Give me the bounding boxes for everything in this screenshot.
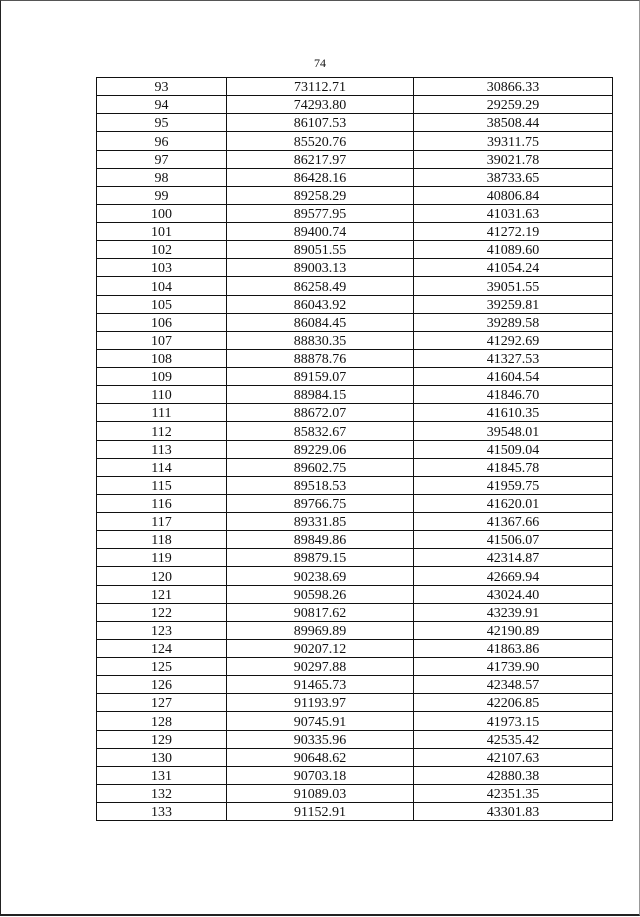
value-2-cell: 41367.66 — [414, 513, 613, 531]
row-index-cell: 106 — [97, 313, 227, 331]
value-1-cell: 85832.67 — [227, 422, 414, 440]
table-row — [97, 386, 613, 404]
table-row — [97, 621, 613, 639]
value-2-cell: 41863.86 — [414, 639, 613, 657]
table-row — [97, 368, 613, 386]
table-row — [97, 313, 613, 331]
value-2-cell: 29259.29 — [414, 96, 613, 114]
table-row — [97, 585, 613, 603]
value-2-cell: 41089.60 — [414, 241, 613, 259]
row-index-cell: 125 — [97, 658, 227, 676]
row-index-cell: 101 — [97, 223, 227, 241]
value-1-cell: 89258.29 — [227, 186, 414, 204]
row-index-cell: 117 — [97, 513, 227, 531]
value-2-cell: 38508.44 — [414, 114, 613, 132]
row-index-cell: 93 — [97, 78, 227, 96]
table-row — [97, 295, 613, 313]
table-row — [97, 549, 613, 567]
row-index-cell: 113 — [97, 440, 227, 458]
value-2-cell: 41604.54 — [414, 368, 613, 386]
row-index-cell: 97 — [97, 150, 227, 168]
row-index-cell: 126 — [97, 676, 227, 694]
value-1-cell: 88672.07 — [227, 404, 414, 422]
value-1-cell: 90648.62 — [227, 748, 414, 766]
row-index-cell: 116 — [97, 494, 227, 512]
value-2-cell: 39051.55 — [414, 277, 613, 295]
table-row — [97, 331, 613, 349]
row-index-cell: 132 — [97, 784, 227, 802]
value-1-cell: 85520.76 — [227, 132, 414, 150]
value-1-cell: 74293.80 — [227, 96, 414, 114]
row-index-cell: 123 — [97, 621, 227, 639]
row-index-cell: 107 — [97, 331, 227, 349]
table-row — [97, 676, 613, 694]
value-1-cell: 89159.07 — [227, 368, 414, 386]
row-index-cell: 128 — [97, 712, 227, 730]
row-index-cell: 127 — [97, 694, 227, 712]
table-row — [97, 349, 613, 367]
value-2-cell: 41272.19 — [414, 223, 613, 241]
value-2-cell: 42351.35 — [414, 784, 613, 802]
value-1-cell: 86043.92 — [227, 295, 414, 313]
value-2-cell: 39311.75 — [414, 132, 613, 150]
table-row — [97, 712, 613, 730]
value-2-cell: 41292.69 — [414, 331, 613, 349]
table-row — [97, 186, 613, 204]
value-1-cell: 89879.15 — [227, 549, 414, 567]
table-row — [97, 567, 613, 585]
value-2-cell: 42880.38 — [414, 766, 613, 784]
row-index-cell: 120 — [97, 567, 227, 585]
value-2-cell: 41620.01 — [414, 494, 613, 512]
value-2-cell: 41846.70 — [414, 386, 613, 404]
value-2-cell: 43301.83 — [414, 803, 613, 821]
value-1-cell: 73112.71 — [227, 78, 414, 96]
row-index-cell: 104 — [97, 277, 227, 295]
row-index-cell: 118 — [97, 531, 227, 549]
table-row — [97, 639, 613, 657]
row-index-cell: 122 — [97, 603, 227, 621]
row-index-cell: 105 — [97, 295, 227, 313]
value-2-cell: 39259.81 — [414, 295, 613, 313]
table-row — [97, 531, 613, 549]
value-2-cell: 41959.75 — [414, 476, 613, 494]
value-2-cell: 30866.33 — [414, 78, 613, 96]
table-row — [97, 458, 613, 476]
value-2-cell: 43239.91 — [414, 603, 613, 621]
value-1-cell: 88984.15 — [227, 386, 414, 404]
value-1-cell: 89331.85 — [227, 513, 414, 531]
table-row — [97, 748, 613, 766]
table-row — [97, 96, 613, 114]
row-index-cell: 121 — [97, 585, 227, 603]
value-1-cell: 86084.45 — [227, 313, 414, 331]
table-row — [97, 730, 613, 748]
value-1-cell: 91193.97 — [227, 694, 414, 712]
value-1-cell: 90238.69 — [227, 567, 414, 585]
table-row — [97, 476, 613, 494]
value-2-cell: 42190.89 — [414, 621, 613, 639]
row-index-cell: 111 — [97, 404, 227, 422]
value-1-cell: 88878.76 — [227, 349, 414, 367]
value-2-cell: 41845.78 — [414, 458, 613, 476]
value-1-cell: 89849.86 — [227, 531, 414, 549]
value-2-cell: 41031.63 — [414, 204, 613, 222]
row-index-cell: 100 — [97, 204, 227, 222]
value-1-cell: 90207.12 — [227, 639, 414, 657]
value-1-cell: 91089.03 — [227, 784, 414, 802]
table-row — [97, 803, 613, 821]
value-2-cell: 42348.57 — [414, 676, 613, 694]
table-row — [97, 223, 613, 241]
value-1-cell: 86258.49 — [227, 277, 414, 295]
table-row — [97, 513, 613, 531]
value-2-cell: 41973.15 — [414, 712, 613, 730]
row-index-cell: 96 — [97, 132, 227, 150]
value-1-cell: 90598.26 — [227, 585, 414, 603]
table-row — [97, 204, 613, 222]
row-index-cell: 94 — [97, 96, 227, 114]
value-2-cell: 42314.87 — [414, 549, 613, 567]
table-row — [97, 784, 613, 802]
row-index-cell: 112 — [97, 422, 227, 440]
value-1-cell: 89003.13 — [227, 259, 414, 277]
row-index-cell: 108 — [97, 349, 227, 367]
value-1-cell: 90297.88 — [227, 658, 414, 676]
row-index-cell: 102 — [97, 241, 227, 259]
row-index-cell: 115 — [97, 476, 227, 494]
value-1-cell: 86428.16 — [227, 168, 414, 186]
row-index-cell: 131 — [97, 766, 227, 784]
value-1-cell: 90817.62 — [227, 603, 414, 621]
value-1-cell: 91465.73 — [227, 676, 414, 694]
row-index-cell: 109 — [97, 368, 227, 386]
value-1-cell: 89602.75 — [227, 458, 414, 476]
value-1-cell: 89577.95 — [227, 204, 414, 222]
row-index-cell: 119 — [97, 549, 227, 567]
table-row — [97, 404, 613, 422]
value-1-cell: 88830.35 — [227, 331, 414, 349]
table-row — [97, 494, 613, 512]
value-2-cell: 39548.01 — [414, 422, 613, 440]
table-row — [97, 440, 613, 458]
table-row — [97, 132, 613, 150]
value-1-cell: 89400.74 — [227, 223, 414, 241]
row-index-cell: 98 — [97, 168, 227, 186]
value-2-cell: 42535.42 — [414, 730, 613, 748]
value-1-cell: 89229.06 — [227, 440, 414, 458]
row-index-cell: 133 — [97, 803, 227, 821]
value-1-cell: 86107.53 — [227, 114, 414, 132]
table-row — [97, 658, 613, 676]
row-index-cell: 129 — [97, 730, 227, 748]
value-2-cell: 42107.63 — [414, 748, 613, 766]
page-number: 74 — [314, 56, 326, 70]
table-row — [97, 241, 613, 259]
row-index-cell: 110 — [97, 386, 227, 404]
value-2-cell: 38733.65 — [414, 168, 613, 186]
row-index-cell: 130 — [97, 748, 227, 766]
value-2-cell: 40806.84 — [414, 186, 613, 204]
value-2-cell: 41054.24 — [414, 259, 613, 277]
value-2-cell: 41739.90 — [414, 658, 613, 676]
value-1-cell: 89766.75 — [227, 494, 414, 512]
value-2-cell: 42669.94 — [414, 567, 613, 585]
value-1-cell: 90335.96 — [227, 730, 414, 748]
table-row — [97, 603, 613, 621]
value-2-cell: 43024.40 — [414, 585, 613, 603]
data-table — [96, 77, 613, 821]
row-index-cell: 124 — [97, 639, 227, 657]
row-index-cell: 99 — [97, 186, 227, 204]
table-row — [97, 422, 613, 440]
table-row — [97, 78, 613, 96]
value-2-cell: 42206.85 — [414, 694, 613, 712]
value-2-cell: 39021.78 — [414, 150, 613, 168]
table-row — [97, 168, 613, 186]
row-index-cell: 103 — [97, 259, 227, 277]
value-2-cell: 41327.53 — [414, 349, 613, 367]
value-1-cell: 90703.18 — [227, 766, 414, 784]
value-1-cell: 86217.97 — [227, 150, 414, 168]
table-row — [97, 694, 613, 712]
value-2-cell: 39289.58 — [414, 313, 613, 331]
value-1-cell: 91152.91 — [227, 803, 414, 821]
value-2-cell: 41610.35 — [414, 404, 613, 422]
table-row — [97, 766, 613, 784]
value-1-cell: 89969.89 — [227, 621, 414, 639]
value-2-cell: 41506.07 — [414, 531, 613, 549]
table-row — [97, 150, 613, 168]
row-index-cell: 114 — [97, 458, 227, 476]
value-2-cell: 41509.04 — [414, 440, 613, 458]
value-1-cell: 90745.91 — [227, 712, 414, 730]
row-index-cell: 95 — [97, 114, 227, 132]
table-row — [97, 277, 613, 295]
table-row — [97, 114, 613, 132]
table-body — [97, 78, 613, 821]
value-1-cell: 89051.55 — [227, 241, 414, 259]
table-row — [97, 259, 613, 277]
value-1-cell: 89518.53 — [227, 476, 414, 494]
